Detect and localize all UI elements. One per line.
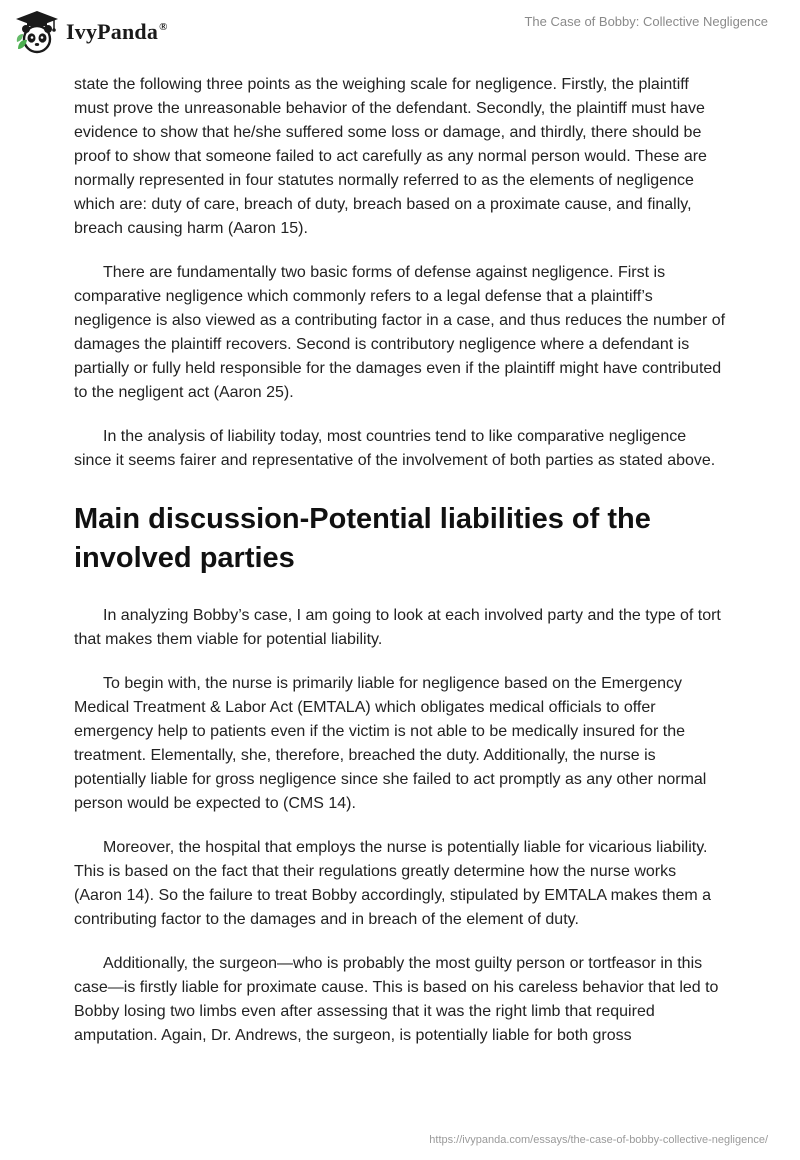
paragraph: In the analysis of liability today, most countries tend to like comparative negligence since it seems fairer and representative of the involvement of both parties as stated above. [74,428,716,469]
ivypanda-logo[interactable] [14,9,168,55]
logo-wordmark [66,19,168,45]
source-url-link[interactable]: https://ivypanda.com/essays/the-case-of-bobby-collective-negligence/ [429,1134,768,1146]
paragraph: Additionally, the surgeon—who is probably the most guilty person or tortfeasor in this case—is firstly liable for proximate cause. This is based on his careless behavior that led to Bobby losing two limbs even after assessing that it was the right limb that required amputation. Again, Dr. Andrews, the surgeon, is potentially liable for both gross [74,955,719,1044]
paragraph: In analyzing Bobby’s case, I am going to look at each involved party and the type of tort that makes them viable for potential liability. [74,607,721,648]
paragraph: state the following three points as the weighing scale for negligence. Firstly, the plaintiff must prove the unreasonable behavior of the defendant. Secondly, the plaintiff must have evidence to show that he/she suffered some loss or damage, and thirdly, there should be proof to show that someone failed to act carefully as any normal person would. These are normally represented in four statutes normally referred to as the elements of negligence which are: duty of care, breach of duty, breach based on a proximate cause, and finally, breach causing harm (Aaron 15). [74,76,707,237]
paragraph: Moreover, the hospital that employs the nurse is potentially liable for vicarious liability. This is based on the fact that their regulations greatly determine how the nurse works (Aaron 14). So the failure to treat Bobby accordingly, stipulated by EMTALA makes them a contributing factor to the damages and in breach of the element of duty. [74,839,712,928]
brand-name: IvyPanda [66,19,159,44]
paragraph: There are fundamentally two basic forms of defense against negligence. First is comparative negligence which commonly refers to a legal defense that a plaintiff’s negligence is also viewed as a contributing factor in a case, and thus reduces the number of damages the plaintiff recovers. Second is contributory negligence where a defendant is partially or fully held responsible for the damages even if the plaintiff might have contributed to the negligent act (Aaron 25). [74,264,726,401]
section-heading: Main discussion-Potential liabilities of the involved parties [74,503,651,574]
essay-content [74,73,726,1068]
registered-mark: ® [159,21,168,33]
page-header [0,0,800,64]
panda-graduate-logo-icon [14,9,60,55]
document-title: The Case of Bobby: Collective Negligence [524,14,768,29]
paragraph: To begin with, the nurse is primarily liable for negligence based on the Emergency Medical Treatment & Labor Act (EMTALA) which obligates medical officials to offer emergency help to patients even if the victim is not able to be medically insured for the treatment. Elementally, she, therefore, breached the duty. Additionally, the nurse is potentially liable for gross negligence since she failed to act promptly as any other normal person would be expected to (CMS 14). [74,675,707,812]
